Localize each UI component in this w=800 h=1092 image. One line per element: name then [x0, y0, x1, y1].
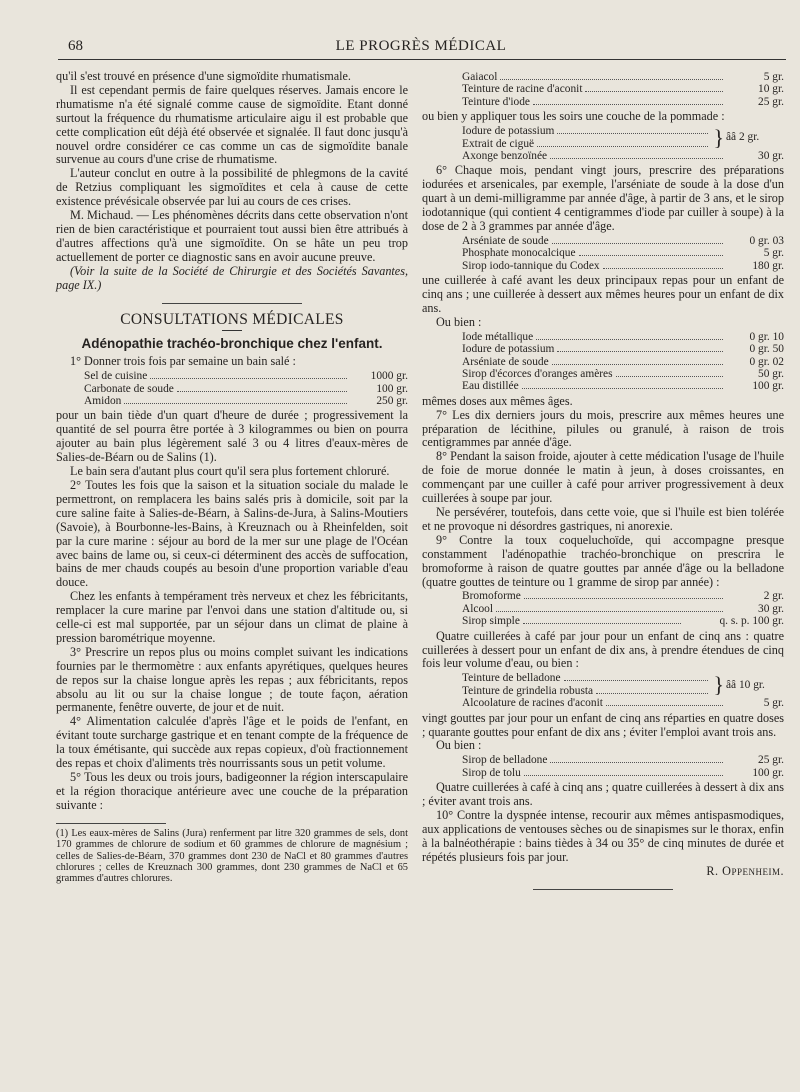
- paragraph: 8° Pendant la saison froide, ajouter à cette médication l'usage de l'huile de foie de morue donnée le matin à jeun, à doses croissantes, en commençant par une cuiller à café pour arriver progressivement à deux cuillerées à soupe par jour.: [422, 449, 784, 506]
- paragraph: Il est cependant permis de faire quelques réserves. Jamais encore le rhumatisme n'a été signalé comme cause de sigmoïdite. Etant donné surtout la fréquence du rhumatisme articulaire aigu il est probable que cette complication eût déjà été observée et signalée. Il faut donc jusqu'à nouvel ordre considérer ce cas comme un cas de sigmoïdite banale survenue au cours d'une crise de rhumatisme.: [56, 82, 408, 167]
- paragraph: Quatre cuillerées à café à cinq ans ; quatre cuillerées à dessert à dix ans ; éviter avant trois ans.: [422, 780, 784, 809]
- section-rule: [222, 330, 242, 331]
- paragraph: 4° Alimentation calculée d'après l'âge et le poids de l'enfant, en évitant toute surcharge gastrique et en tenant compte de la fréquence de la toux émétisante, qui succède aux repas copieux, d'où fractionnement des repas et choix d'aliments très nourrissants sous un petit volume.: [56, 714, 408, 771]
- article-title: Adénopathie trachéo-bronchique chez l'enfant.: [81, 336, 383, 352]
- rx-line: Iodure de potassium 0 gr. 50: [462, 343, 784, 356]
- rx-line: Alcool 30 gr.: [462, 602, 784, 615]
- rx-line: Eau distillée 100 gr.: [462, 380, 784, 393]
- prescription-bath: [84, 370, 408, 407]
- header-rule: [58, 59, 786, 60]
- paragraph: qu'il s'est trouvé en présence d'une sigmoïdite rhumatismale.: [56, 69, 351, 83]
- author-signature: R. Oppenheim.: [706, 863, 784, 878]
- rx-line: Sirop simple q. s. p. 100 gr.: [462, 615, 784, 628]
- paragraph: ou bien y appliquer tous les soirs une couche de la pommade :: [422, 109, 725, 124]
- rx-line: Axonge benzoïnée 30 gr.: [462, 149, 784, 162]
- rx-line: Sel de cuisine 1000 gr.: [84, 370, 408, 383]
- rx-line: Carbonate de soude 100 gr.: [84, 382, 408, 395]
- paragraph: vingt gouttes par jour pour un enfant de cinq ans réparties en quatre doses ; quarante gouttes pour enfant de dix ans ; éviter l'emploi avant trois ans.: [422, 710, 784, 739]
- paragraph: 9° Contre la toux coqueluchoïde, qui accompagne presque constamment l'adénopathie trachéo-bronchique on prescrira le bromoforme à raison de quatre gouttes par année d'âge ou la belladone (quatre gouttes de teinture ou 1 gramme de sirop par année) :: [422, 532, 784, 589]
- left-column: [56, 70, 408, 885]
- paragraph: 5° Tous les deux ou trois jours, badigeonner la région interscapulaire et la région thoracique antérieure avec une couche de la préparation suivante :: [56, 770, 408, 812]
- paragraph: 2° Toutes les fois que la saison et la situation sociale du malade le permettront, on remplacera les bains salés pris à domicile, soit par la cure saline faite à Salies-de-Béarn, à Salins-de-Jura, à Salins-Moutiers (Savoie), à Bourbonne-les-Bains, à Kreuznach ou à Rheinfelden, soit par la cure marine : séjour au bord de la mer sur une plage de l'Océan avec bains de lame ou, si ceux-ci déterminent des accès de suffocation, bains de mer chauds coupés au besoin d'une proportion variable d'eau douce.: [56, 477, 408, 590]
- footnote-rule: [56, 823, 166, 824]
- rx-group: Teinture de belladone Teinture de grindelia robusta } ââ 10 gr.: [462, 671, 765, 697]
- prescription-pommade: [462, 125, 784, 162]
- paragraph: 1° Donner trois fois par semaine un bain salé :: [70, 354, 296, 369]
- paragraph: mêmes doses aux mêmes âges.: [422, 393, 573, 408]
- rx-line: Sirop iodo-tannique du Codex 180 gr.: [462, 259, 784, 272]
- paragraph: Ou bien :: [436, 314, 482, 329]
- rx-line: Teinture de racine d'aconit 10 gr.: [462, 83, 784, 96]
- paragraph: Le bain sera d'autant plus court qu'il sera plus fortement chloruré.: [70, 464, 390, 479]
- rx-group: Iodure de potassium Extrait de ciguë } ââ 2 gr.: [462, 124, 760, 150]
- prescription-iode: [462, 331, 784, 393]
- right-column: [422, 70, 784, 898]
- paragraph: 6° Chaque mois, pendant vingt jours, prescrire des préparations iodurées et arsenicales, par exemple, l'arséniate de soude à la dose d'un quart à un demi-milligramme par année d'âge, à partir de 3 ans, et le sirop iodotannique (qui contient 4 centigrammes d'iode par cuiller à soupe) à la dose de 2 à 3 grammes par année d'âge.: [422, 163, 784, 233]
- rx-line: Amidon 250 gr.: [84, 395, 408, 408]
- rx-line: Arséniate de soude 0 gr. 03: [462, 234, 784, 247]
- paragraph: L'auteur conclut en outre à la possibilité de phlegmons de la cavité de Retzius compliquant les sigmoïdites et cela à cause de cette existence prévésicale observée par lui au cours de ces crises.: [56, 166, 408, 209]
- section-ornament: [56, 297, 408, 307]
- paragraph: 3° Prescrire un repos plus ou moins complet suivant les indications fournies par le thermomètre : aux enfants apyrétiques, quelques heures de repos sur la chaise longue après les repas ; aux fébricitants, repos absolu au lit ou sur la chaise longue ; de toute façon, aération permanente, fenêtre ouverte, de jour et de nuit.: [56, 644, 408, 715]
- page-number: 68: [68, 38, 83, 54]
- paragraph: M. Michaud. — Les phénomènes décrits dans cette observation n'ont rien de bien caractéristique et pourraient tout aussi bien être attribués à d'autres affections qu'à une sigmoïdite. On se hâte un peu trop actuellement de porter ce diagnostic sans en avoir aucune preuve.: [56, 208, 408, 264]
- footnote: (1) Les eaux-mères de Salins (Jura) renferment par litre 320 grammes de sels, dont 170 grammes de chlorure de sodium et 60 grammes de chlorure de magnésium ; celles de Salies-de-Béarn, 370 grammes dont 230 de NaCl et 80 grammes d'autres chlorures ; celles de Kreuznach 300 grammes, dont 230 grammes de NaCl et 65 grammes d'autres chlorures.: [56, 827, 408, 885]
- paragraph: 10° Contre la dyspnée intense, recourir aux mêmes antispasmodiques, aux applications de ventouses sèches ou de sinapismes sur le thorax, enfin à la balnéothérapie : bains tièdes à 34 ou 35° de cinq minutes de durée et répétés plusieurs fois par jour.: [422, 807, 784, 864]
- rx-line: Sirop d'écorces d'oranges amères 50 gr.: [462, 367, 784, 380]
- rx-line: Teinture d'iode 25 gr.: [462, 95, 784, 108]
- paragraph: une cuillerée à café avant les deux principaux repas pour un enfant de cinq ans ; une cuillerée à dessert aux mêmes heures pour un enfant de dix ans.: [422, 273, 784, 315]
- running-title: LE PROGRÈS MÉDICAL: [335, 38, 507, 54]
- paragraph: Ne persévérer, toutefois, dans cette voie, que si l'huile est bien tolérée et ne provoque ni désordres gastriques, ni anorexie.: [422, 505, 784, 533]
- rx-line: Phosphate monocalcique 5 gr.: [462, 247, 784, 260]
- page-header: [60, 38, 782, 60]
- paragraph: pour un bain tiède d'un quart d'heure de durée ; progressivement la quantité de sel pourra être portée à 3 kilogrammes ou bien on pourra ajouter au bain plus légèrement salé 3 ou 4 litres d'eaux-mères de Salies-de-Béarn ou de Salins (1).: [56, 408, 408, 465]
- signature-line: [422, 865, 784, 879]
- rx-line: Arséniate de soude 0 gr. 02: [462, 355, 784, 368]
- rx-line: Iode métallique 0 gr. 10: [462, 330, 784, 343]
- rx-line: Sirop de tolu 100 gr.: [462, 766, 784, 779]
- rx-line: Alcoolature de racines d'aconit 5 gr.: [462, 697, 784, 710]
- prescription-belladone: [462, 672, 784, 709]
- rx-line: Gaiacol 5 gr.: [462, 71, 784, 83]
- paragraph: 7° Les dix derniers jours du mois, prescrire aux mêmes heures une préparation de lécithine, pilules ou granulé, à raison de trois centigrammes par année d'âge.: [422, 407, 784, 450]
- paragraph: Quatre cuillerées à café par jour pour un enfant de cinq ans : quatre cuillerées à dessert pour un enfant de dix ans, à prendre étendues de cinq fois leur volume d'eau, ou bien :: [422, 628, 784, 671]
- paragraph: Chez les enfants à tempérament très nerveux et chez les fébricitants, remplacer la cure marine par l'envoi dans une station d'altitude ou, si celle-ci est mal supportée, par un séjour dans un climat de plaine à pression barométrique moyenne.: [56, 589, 408, 645]
- prescription-sirops: [462, 754, 784, 779]
- prescription-badigeon: [462, 71, 784, 108]
- prescription-bromoforme: [462, 590, 784, 627]
- paragraph: Ou bien :: [436, 738, 482, 753]
- prescription-arsenic: [462, 235, 784, 272]
- section-title: CONSULTATIONS MÉDICALES: [120, 310, 344, 328]
- reference-note: (Voir la suite de la Société de Chirurgie et des Sociétés Savantes, page IX.): [56, 263, 408, 292]
- rx-line: Sirop de belladone 25 gr.: [462, 754, 784, 767]
- rx-line: Bromoforme 2 gr.: [462, 590, 784, 603]
- end-ornament: [422, 882, 784, 892]
